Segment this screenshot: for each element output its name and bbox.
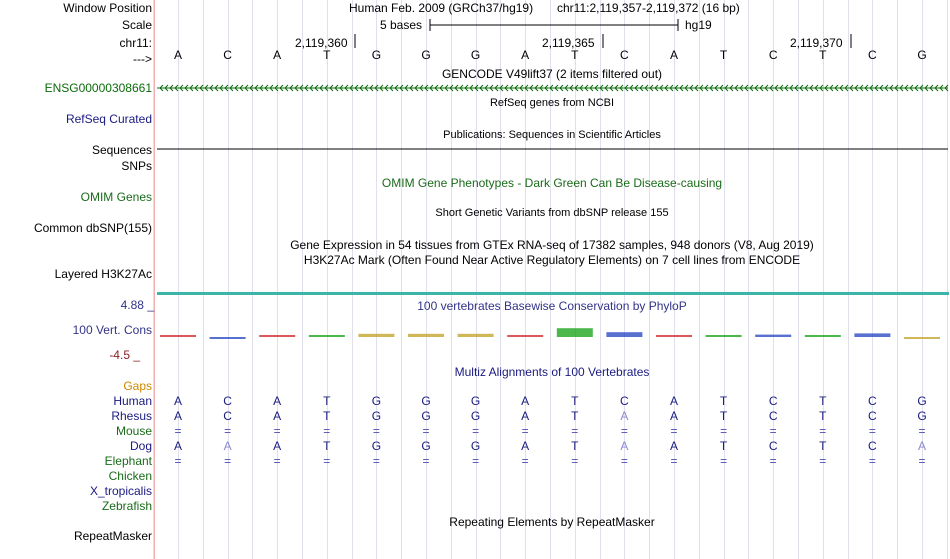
species-base: = bbox=[224, 424, 232, 438]
species-label-elephant[interactable]: Elephant bbox=[104, 454, 152, 468]
species-base: G bbox=[371, 409, 382, 423]
species-base: = bbox=[769, 424, 777, 438]
species-base: A bbox=[521, 394, 530, 408]
sequence-base: A bbox=[521, 48, 530, 62]
conservation-bar bbox=[755, 335, 791, 337]
sequence-base: T bbox=[571, 48, 579, 62]
species-base: G bbox=[917, 394, 927, 408]
repeatmasker-track-title[interactable]: Repeating Elements by RepeatMasker bbox=[449, 515, 655, 529]
ruler-tick-1: 2,119,360 bbox=[295, 36, 348, 50]
species-base: = bbox=[868, 424, 876, 438]
sequence-base: A bbox=[173, 48, 182, 62]
species-base: A bbox=[173, 409, 182, 423]
species-label-human[interactable]: Human bbox=[113, 394, 152, 408]
species-base: G bbox=[470, 394, 481, 408]
conservation-bar bbox=[904, 337, 940, 339]
sequences-label[interactable]: Sequences bbox=[91, 143, 152, 157]
species-base: T bbox=[819, 439, 827, 453]
species-base: C bbox=[868, 394, 877, 408]
species-base: = bbox=[670, 424, 678, 438]
species-base: C bbox=[768, 409, 778, 423]
species-base: = bbox=[819, 454, 827, 468]
species-base: C bbox=[868, 439, 877, 453]
dbsnp-track-title[interactable]: Short Genetic Variants from dbSNP release 155 bbox=[435, 207, 669, 219]
species-base: = bbox=[472, 424, 480, 438]
species-base: = bbox=[571, 424, 579, 438]
species-base: = bbox=[273, 454, 281, 468]
species-base: = bbox=[571, 454, 579, 468]
species-base: = bbox=[422, 424, 430, 438]
conservation-bar bbox=[854, 333, 890, 337]
species-base: = bbox=[372, 454, 380, 468]
species-base: T bbox=[571, 409, 579, 423]
species-base: G bbox=[470, 409, 481, 423]
species-base: A bbox=[273, 439, 282, 453]
sequence-base: G bbox=[470, 48, 481, 62]
species-base: = bbox=[273, 424, 281, 438]
species-base: = bbox=[918, 454, 926, 468]
conservation-bar bbox=[656, 335, 692, 337]
species-base: = bbox=[620, 454, 628, 468]
species-base: G bbox=[371, 394, 382, 408]
h3k27ac-label[interactable]: Layered H3K27Ac bbox=[54, 267, 152, 281]
species-base: A bbox=[273, 394, 282, 408]
species-base: C bbox=[768, 394, 778, 408]
publications-track-title[interactable]: Publications: Sequences in Scientific Articles bbox=[443, 129, 661, 141]
sequence-base: T bbox=[819, 48, 827, 62]
conservation-bar bbox=[557, 328, 593, 337]
species-base: = bbox=[868, 454, 876, 468]
species-base: G bbox=[470, 439, 481, 453]
species-base: A bbox=[521, 439, 530, 453]
species-label-dog[interactable]: Dog bbox=[129, 439, 152, 453]
species-base: T bbox=[323, 409, 331, 423]
species-base: = bbox=[174, 454, 182, 468]
species-base: C bbox=[223, 394, 232, 408]
gencode-track-title[interactable]: GENCODE V49lift37 (2 items filtered out) bbox=[441, 67, 663, 81]
sequence-base: G bbox=[917, 48, 927, 62]
refseq-track-title[interactable]: RefSeq genes from NCBI bbox=[489, 97, 615, 109]
dbsnp-label[interactable]: Common dbSNP(155) bbox=[33, 221, 152, 235]
species-base: G bbox=[421, 439, 431, 453]
window-position-label: Window Position bbox=[63, 1, 152, 15]
sequence-base: G bbox=[371, 48, 382, 62]
species-base: A bbox=[669, 439, 678, 453]
sequence-base: A bbox=[273, 48, 282, 62]
species-label-chicken[interactable]: Chicken bbox=[108, 469, 152, 483]
species-base: = bbox=[372, 424, 380, 438]
species-base: = bbox=[720, 454, 728, 468]
species-base: = bbox=[174, 424, 182, 438]
species-base: = bbox=[521, 424, 529, 438]
species-base: C bbox=[223, 409, 232, 423]
species-label-mouse[interactable]: Mouse bbox=[115, 424, 152, 438]
species-label-rhesus[interactable]: Rhesus bbox=[111, 409, 152, 423]
repeatmasker-label[interactable]: RepeatMasker bbox=[73, 529, 152, 543]
species-base: C bbox=[620, 394, 629, 408]
gencode-gene-label[interactable]: ENSG00000308661 bbox=[44, 81, 152, 95]
species-label-zebrafish[interactable]: Zebrafish bbox=[101, 499, 152, 513]
h3k27ac-track-title[interactable]: H3K27Ac Mark (Often Found Near Active Regulatory Elements) on 7 cell lines from ENCODE bbox=[303, 253, 801, 267]
species-base: T bbox=[719, 394, 728, 408]
species-base: C bbox=[868, 409, 877, 423]
species-base: = bbox=[224, 454, 232, 468]
conservation-bar bbox=[706, 335, 742, 337]
ruler-tick-2: 2,119,365 bbox=[542, 36, 595, 50]
species-base: T bbox=[819, 394, 827, 408]
species-base: A bbox=[669, 394, 678, 408]
species-base: = bbox=[720, 424, 728, 438]
species-base: A bbox=[669, 409, 678, 423]
conservation-max-label: 4.88 _ bbox=[120, 298, 154, 312]
sequence-base: G bbox=[421, 48, 431, 62]
species-base: A bbox=[620, 439, 629, 453]
species-base: = bbox=[323, 454, 331, 468]
species-base: = bbox=[670, 454, 678, 468]
sequence-base: C bbox=[620, 48, 629, 62]
conservation-bar bbox=[210, 337, 246, 339]
sequence-base: C bbox=[768, 48, 778, 62]
species-label-x_tropicalis[interactable]: X_tropicalis bbox=[89, 484, 152, 498]
refseq-label[interactable]: RefSeq Curated bbox=[65, 112, 152, 126]
conservation-bar bbox=[805, 335, 841, 337]
conservation-bar bbox=[160, 335, 196, 337]
species-base: = bbox=[620, 424, 628, 438]
species-base: = bbox=[472, 454, 480, 468]
conservation-bar bbox=[309, 335, 345, 337]
conservation-bar bbox=[507, 335, 543, 337]
sequence-base: T bbox=[719, 48, 728, 62]
direction-arrow-label: ---> bbox=[133, 52, 152, 66]
h3k27ac-separator bbox=[157, 292, 949, 295]
chr-label: chr11: bbox=[119, 36, 152, 50]
species-base: A bbox=[173, 439, 182, 453]
conservation-bar bbox=[606, 332, 642, 337]
conservation-bar bbox=[408, 334, 444, 337]
species-base: = bbox=[918, 424, 926, 438]
conservation-label[interactable]: 100 Vert. Cons bbox=[72, 323, 152, 337]
conservation-bar bbox=[259, 335, 295, 337]
sequence-base: A bbox=[669, 48, 678, 62]
species-base: G bbox=[917, 409, 927, 423]
multiz-track-title[interactable]: Multiz Alignments of 100 Vertebrates bbox=[454, 365, 650, 379]
snps-label[interactable]: SNPs bbox=[121, 159, 152, 173]
gtex-track-title[interactable]: Gene Expression in 54 tissues from GTEx RNA-seq of 17382 samples, 948 donors (V8, Aug 2019) bbox=[290, 238, 814, 252]
species-base: T bbox=[719, 439, 728, 453]
species-base: A bbox=[223, 439, 232, 453]
species-base: = bbox=[422, 454, 430, 468]
species-base: T bbox=[719, 409, 728, 423]
species-base: T bbox=[571, 439, 579, 453]
species-base: T bbox=[323, 394, 331, 408]
species-base: T bbox=[323, 439, 331, 453]
gaps-label[interactable]: Gaps bbox=[123, 379, 152, 393]
ruler-tick-3: 2,119,370 bbox=[790, 36, 843, 50]
conservation-bar bbox=[358, 334, 394, 337]
species-base: G bbox=[371, 439, 382, 453]
conservation-bar bbox=[458, 334, 494, 337]
species-base: A bbox=[620, 409, 629, 423]
species-base: = bbox=[521, 454, 529, 468]
species-base: A bbox=[273, 409, 282, 423]
sequence-base: C bbox=[223, 48, 232, 62]
conservation-track-title[interactable]: 100 vertebrates Basewise Conservation by PhyloP bbox=[417, 299, 687, 313]
scale-label: Scale bbox=[121, 18, 152, 32]
species-base: A bbox=[521, 409, 530, 423]
species-base: T bbox=[819, 409, 827, 423]
sequence-base: C bbox=[868, 48, 877, 62]
species-base: C bbox=[768, 439, 778, 453]
species-base: A bbox=[917, 439, 926, 453]
species-base: = bbox=[769, 454, 777, 468]
species-base: G bbox=[421, 409, 431, 423]
omim-track-title[interactable]: OMIM Gene Phenotypes - Dark Green Can Be Disease-causing bbox=[381, 176, 723, 190]
sequence-base: T bbox=[323, 48, 331, 62]
species-base: = bbox=[323, 424, 331, 438]
window-position[interactable]: chr11:2,119,357-2,119,372 (16 bp) bbox=[557, 1, 740, 15]
scale-text: 5 bases bbox=[380, 18, 423, 32]
species-base: = bbox=[819, 424, 827, 438]
species-base: G bbox=[421, 394, 431, 408]
species-base: T bbox=[571, 394, 579, 408]
assembly-title[interactable]: Human Feb. 2009 (GRCh37/hg19) bbox=[349, 1, 534, 15]
conservation-min-label: -4.5 _ bbox=[109, 348, 140, 362]
omim-label[interactable]: OMIM Genes bbox=[80, 190, 152, 204]
scale-db: hg19 bbox=[685, 18, 712, 32]
species-base: A bbox=[173, 394, 182, 408]
